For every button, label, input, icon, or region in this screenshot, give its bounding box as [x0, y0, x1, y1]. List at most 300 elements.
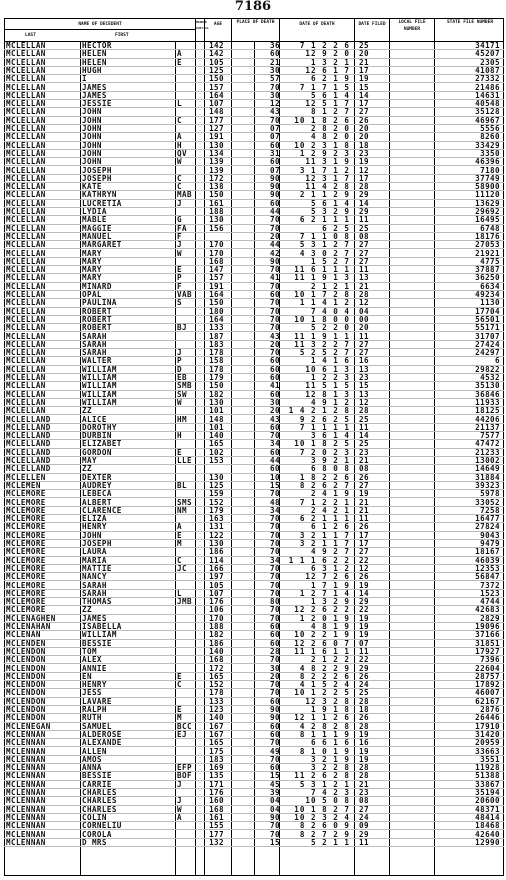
date-filed: 17 — [359, 65, 369, 75]
middle-initial: E — [177, 530, 182, 540]
date-of-death: 11 5 1 5 — [305, 381, 350, 391]
date-filed: 16 — [359, 738, 369, 748]
state-file-number: 27332 — [475, 74, 500, 84]
last-name: MCLELLAN — [6, 290, 46, 299]
date-of-death: 7 2 0 2 3 — [299, 447, 350, 457]
first-name: D MRS — [82, 837, 107, 847]
table-row — [4, 656, 504, 664]
local-file-header: LOCAL FILE NUMBER — [390, 19, 435, 41]
table-row — [4, 357, 504, 365]
middle-initial: J — [177, 240, 182, 250]
state-file-number: 33663 — [475, 746, 500, 756]
state-file-number: 3551 — [480, 754, 500, 764]
last-name: MCLELLAN — [6, 190, 46, 200]
age: 148 — [209, 414, 224, 424]
age: 107 — [209, 588, 224, 598]
date-filed: 08 — [359, 231, 369, 241]
date-filed: 14 — [359, 431, 369, 441]
last-name: MCLELLAN — [6, 339, 46, 349]
first-name: JOHN — [82, 148, 102, 158]
first-name: ALICE — [82, 414, 107, 424]
age: 172 — [209, 173, 224, 183]
date-filed: 26 — [359, 713, 369, 723]
first-name: ANNIE — [82, 663, 107, 673]
table-row — [4, 333, 504, 341]
date-filed: 23 — [359, 373, 369, 382]
last-name: MCLELLAN — [6, 57, 46, 67]
last-name: MCLELLAN — [6, 306, 46, 316]
state-file-number: 20959 — [475, 738, 500, 748]
last-name: MCLELLAN — [6, 140, 46, 150]
date-of-death: 4 2 8 2 8 — [299, 721, 350, 731]
age: 191 — [209, 281, 224, 291]
date-filed: 21 — [359, 57, 369, 67]
death-date-header: DATE OF DEATH — [280, 19, 355, 41]
first-name: LYDIA — [82, 207, 107, 216]
state-file-number: 28757 — [475, 671, 500, 681]
date-filed: 29 — [359, 207, 369, 216]
place-of-death: 70 — [270, 754, 280, 764]
date-filed: 17 — [359, 530, 369, 540]
first-name: ISABELLA — [82, 622, 122, 631]
first-name: CHARLES — [82, 788, 117, 797]
state-file-number: 58900 — [475, 182, 500, 192]
last-name: MCLELLAN — [6, 331, 46, 341]
date-filed: 24 — [359, 812, 369, 822]
middle-initial: J — [177, 198, 182, 208]
last-name: MCLELLAN — [6, 41, 46, 50]
table-row — [4, 723, 504, 731]
place-of-death: 20 — [270, 231, 280, 241]
last-name: MCLELLAND — [6, 431, 51, 441]
date-of-death: 10 1 8 0 0 — [294, 314, 350, 324]
date-filed: 27 — [359, 256, 369, 266]
middle-initial: NM — [177, 505, 187, 515]
age: 105 — [209, 57, 224, 67]
date-of-death: 12 6 1 7 — [305, 65, 350, 75]
date-of-death: 7 1 2 2 1 — [299, 497, 350, 507]
last-name: MCLENNAN — [6, 788, 46, 797]
date-of-death: 10 6 1 3 — [305, 364, 350, 374]
place-of-death: 44 — [270, 456, 280, 465]
date-filed: 27 — [359, 547, 369, 557]
date-of-death: 9 2 6 2 5 — [299, 414, 350, 424]
date-of-death: 6 2 1 9 — [310, 74, 350, 84]
date-filed: 27 — [359, 480, 369, 490]
last-name: MCLELLAN — [6, 82, 46, 92]
table-row — [4, 391, 504, 399]
table-row — [4, 831, 504, 839]
date-filed: 21 — [359, 779, 369, 789]
age: 138 — [209, 182, 224, 192]
age: 161 — [209, 812, 224, 822]
first-name: ALDEROSE — [82, 729, 122, 739]
date-filed: 25 — [359, 223, 369, 233]
age: 101 — [209, 422, 224, 432]
middle-initial: W — [177, 157, 182, 167]
place-of-death: 90 — [270, 173, 280, 183]
middle-initial: C — [177, 173, 182, 183]
table-row — [4, 233, 504, 241]
date-of-death: 10 2 2 1 9 — [294, 630, 350, 640]
middle-initial: S — [177, 298, 182, 308]
table-row — [4, 814, 504, 822]
last-name: MCLENNAN — [6, 763, 46, 773]
state-file-number: 35194 — [475, 788, 500, 797]
date-filed: 12 — [359, 165, 369, 175]
date-filed: 21 — [359, 281, 369, 291]
last-name: MCLENNAN — [6, 746, 46, 756]
first-name: DOROTHY — [82, 422, 117, 432]
date-of-death: 10 1 8 2 7 — [294, 804, 350, 814]
table-row — [4, 565, 504, 573]
date-filed: 23 — [359, 447, 369, 457]
age: 139 — [209, 157, 224, 167]
middle-initial: EB — [177, 373, 187, 382]
last-name: MCLENAGHEN — [6, 613, 56, 623]
place-of-death: 70 — [270, 738, 280, 748]
first-name: JOSEPH — [82, 539, 112, 548]
age: 142 — [209, 49, 224, 59]
state-file-number: 6634 — [480, 281, 500, 291]
first-name: MABLE — [82, 215, 107, 225]
date-of-death: 3 6 1 4 — [310, 431, 350, 441]
table-row — [4, 399, 504, 407]
date-filed: 09 — [359, 821, 369, 831]
table-row — [4, 440, 504, 448]
table-row — [4, 208, 504, 216]
first-name: MARY — [82, 265, 102, 275]
date-of-death: 2 4 2 1 — [310, 505, 350, 515]
table-row — [4, 797, 504, 805]
state-file-number: 13629 — [475, 198, 500, 208]
table-row — [4, 67, 504, 75]
date-of-death: 4 8 1 9 — [310, 622, 350, 631]
age: 147 — [209, 265, 224, 275]
date-filed: 08 — [359, 464, 369, 474]
state-file-number: 18176 — [475, 231, 500, 241]
date-filed: 19 — [359, 613, 369, 623]
last-name: MCLELLAN — [6, 356, 46, 366]
date-of-death: 6 2 5 — [322, 223, 350, 233]
age: 177 — [209, 829, 224, 839]
first-name: ELIZA — [82, 514, 107, 524]
age: 163 — [209, 514, 224, 524]
state-file-number: 6 — [495, 356, 500, 366]
date-filed: 27 — [359, 348, 369, 358]
date-of-death: 1 4 2 1 2 8 — [288, 406, 350, 416]
state-file-number: 13002 — [475, 456, 500, 465]
date-of-death: 8 1 0 1 9 — [299, 746, 350, 756]
age: 152 — [209, 680, 224, 690]
place-of-death: 90 — [270, 812, 280, 822]
age: 102 — [209, 447, 224, 457]
date-of-death: 5 6 1 4 — [310, 198, 350, 208]
table-row — [4, 341, 504, 349]
date-filed: 13 — [359, 273, 369, 283]
middle-initial: W — [177, 248, 182, 258]
date-of-death: 1 4 1 6 — [310, 356, 350, 366]
date-of-death: 12 1 1 2 6 — [294, 713, 350, 723]
table-row — [4, 640, 504, 648]
place-of-death: 90 — [270, 190, 280, 200]
table-row — [4, 532, 504, 540]
date-of-death: 4 9 1 2 — [310, 397, 350, 407]
first-name: CARRIE — [82, 779, 112, 789]
place-of-death: 70 — [270, 314, 280, 324]
age: 150 — [209, 381, 224, 391]
last-name: MCLELLAND — [6, 456, 51, 465]
place-of-death: 42 — [270, 248, 280, 258]
age: 114 — [209, 555, 224, 565]
age: 130 — [209, 140, 224, 150]
place-of-death: 60 — [270, 364, 280, 374]
place-of-death: 90 — [270, 713, 280, 723]
state-file-number: 7258 — [480, 505, 500, 515]
age: 133 — [209, 696, 224, 706]
state-file-number: 36846 — [475, 389, 500, 399]
table-row — [4, 108, 504, 116]
state-file-number: 46396 — [475, 157, 500, 167]
age: 150 — [209, 74, 224, 84]
date-of-death: 2 1 2 1 — [310, 281, 350, 291]
place-of-death: 70 — [270, 613, 280, 623]
date-of-death: 12 3 2 8 — [305, 696, 350, 706]
table-row — [4, 449, 504, 457]
last-name: MCLELLEN — [6, 472, 46, 482]
place-of-death: 10 — [270, 472, 280, 482]
first-name: KATE — [82, 182, 102, 192]
state-file-number: 27424 — [475, 339, 500, 349]
table-row — [4, 299, 504, 307]
date-filed: 28 — [359, 182, 369, 192]
last-name: MCLELLAND — [6, 464, 51, 474]
middle-initial: A — [177, 812, 182, 822]
middle-initial: FA — [177, 223, 187, 233]
date-filed: 19 — [359, 729, 369, 739]
last-name: MCLELLAND — [6, 422, 51, 432]
date-of-death: 1 1 4 1 2 — [299, 298, 350, 308]
first-name: ALEX — [82, 655, 102, 665]
last-name: MCLENDON — [6, 680, 46, 690]
first-name: MARY — [82, 256, 102, 266]
last-name: MCLELLAND — [6, 414, 51, 424]
state-file-number: 48371 — [475, 804, 500, 814]
date-of-death: 1 2 2 3 — [310, 373, 350, 382]
age: 168 — [209, 655, 224, 665]
date-of-death: 7 1 7 1 5 — [299, 82, 350, 92]
date-filed: 21 — [359, 505, 369, 515]
middle-header: MIDDLE INITIAL — [196, 19, 205, 41]
place-of-death: 39 — [270, 788, 280, 797]
place-of-death: 60 — [270, 763, 280, 773]
page-number: 7186 — [234, 0, 272, 14]
state-file-number: 14631 — [475, 90, 500, 100]
state-file-number: 4775 — [480, 256, 500, 266]
state-file-number: 4744 — [480, 597, 500, 607]
place-of-death: 07 — [270, 124, 280, 133]
table-row — [4, 631, 504, 639]
table-row — [4, 523, 504, 531]
middle-initial: QV — [177, 148, 187, 158]
date-of-death: 12 8 1 3 — [305, 389, 350, 399]
age: 167 — [209, 721, 224, 731]
place-of-death: 70 — [270, 514, 280, 524]
state-file-number: 29822 — [475, 364, 500, 374]
last-name: MCLELLAN — [6, 182, 46, 192]
first-name: JOSEPH — [82, 165, 112, 175]
middle-initial: C — [177, 680, 182, 690]
date-of-death: 1 7 1 9 — [310, 580, 350, 590]
last-name: MCLEMORE — [6, 563, 46, 573]
date-filed: 19 — [359, 630, 369, 640]
state-file-number: 18125 — [475, 406, 500, 416]
age: 176 — [209, 788, 224, 797]
state-file-number: 24297 — [475, 348, 500, 358]
first-name: ANNA — [82, 763, 102, 773]
first-name: WALTER — [82, 356, 112, 366]
first-name: SARAH — [82, 580, 107, 590]
table-row — [4, 598, 504, 606]
place-of-death: 90 — [270, 182, 280, 192]
place-of-death: 15 — [270, 771, 280, 781]
last-name: MCLELLAN — [6, 273, 46, 283]
last-name: MCLENNAN — [6, 738, 46, 748]
date-of-death: 7 1 1 1 1 — [299, 422, 350, 432]
first-name: ROBERT — [82, 323, 112, 333]
table-row — [4, 490, 504, 498]
last-name: MCLELLAN — [6, 198, 46, 208]
middle-initial: J — [177, 796, 182, 806]
state-file-number: 49234 — [475, 290, 500, 299]
table-row — [4, 374, 504, 382]
state-file-number: 48414 — [475, 812, 500, 822]
state-file-number: 21486 — [475, 82, 500, 92]
date-of-death: 11 2 6 2 8 — [294, 771, 350, 781]
last-name: MCLENDON — [6, 688, 46, 698]
place-of-death: 07 — [270, 132, 280, 142]
state-file-number: 33429 — [475, 140, 500, 150]
last-name: MCLENNAN — [6, 754, 46, 764]
date-filed: 28 — [359, 290, 369, 299]
state-file-number: 33867 — [475, 779, 500, 789]
age: 150 — [209, 190, 224, 200]
first-name: WILLIAM — [82, 373, 117, 382]
last-name: MCLELLAN — [6, 223, 46, 233]
date-filed: 00 — [359, 314, 369, 324]
last-name: MCLENDON — [6, 646, 46, 656]
state-file-number: 12990 — [475, 837, 500, 847]
table-row — [4, 772, 504, 780]
age: 175 — [209, 746, 224, 756]
last-name: MCLEMORE — [6, 580, 46, 590]
place-of-death: 60 — [270, 729, 280, 739]
date-of-death: 8 1 1 1 9 — [299, 729, 350, 739]
state-file-number: 8260 — [480, 132, 500, 142]
last-name: MCLENNAN — [6, 779, 46, 789]
date-filed: 27 — [359, 339, 369, 349]
date-filed: 28 — [359, 763, 369, 773]
table-row — [4, 731, 504, 739]
table-row — [4, 258, 504, 266]
middle-initial: HM — [177, 414, 187, 424]
date-of-death: 10 1 7 2 8 — [294, 290, 350, 299]
state-file-number: 42683 — [475, 605, 500, 615]
age: 188 — [209, 207, 224, 216]
place-of-death: 70 — [270, 821, 280, 831]
last-name: MCLEMORE — [6, 572, 46, 582]
place-of-death: 34 — [270, 555, 280, 565]
state-file-number: 7372 — [480, 580, 500, 590]
age: 182 — [209, 389, 224, 399]
date-of-death: 7 4 0 4 — [310, 306, 350, 316]
table-row — [4, 698, 504, 706]
table-row — [4, 781, 504, 789]
age: 176 — [209, 597, 224, 607]
place-of-death: 70 — [270, 281, 280, 291]
date-filed: 18 — [359, 140, 369, 150]
age: 169 — [209, 763, 224, 773]
date-filed: 11 — [359, 422, 369, 432]
middle-initial: E — [177, 447, 182, 457]
date-filed: 11 — [359, 331, 369, 341]
date-filed: 28 — [359, 721, 369, 731]
date-of-death: 6 1 2 6 — [310, 522, 350, 532]
place-of-death: 60 — [270, 198, 280, 208]
age: 155 — [209, 821, 224, 831]
middle-initial: MAB — [177, 190, 192, 200]
place-of-death: 70 — [270, 688, 280, 698]
table-row — [4, 615, 504, 623]
date-of-death: 11 3 2 2 7 — [294, 339, 350, 349]
date-filed: 23 — [359, 788, 369, 797]
last-name: MCLELLAN — [6, 124, 46, 133]
first-name: LUCRETIA — [82, 198, 122, 208]
date-filed: 17 — [359, 173, 369, 183]
age: 127 — [209, 124, 224, 133]
last-header: LAST — [25, 33, 36, 38]
middle-initial: J — [177, 779, 182, 789]
last-name: MCLELLAN — [6, 173, 46, 183]
first-name: SARAH — [82, 588, 107, 598]
table-row — [4, 75, 504, 83]
age: 105 — [209, 580, 224, 590]
first-name: JOHN — [82, 115, 102, 125]
state-file-number: 31420 — [475, 729, 500, 739]
state-file-number: 27053 — [475, 240, 500, 250]
first-name: COLIN — [82, 812, 107, 822]
place-of-death: 43 — [270, 414, 280, 424]
middle-initial: SMS — [177, 497, 192, 507]
last-name: MCLELLAN — [6, 148, 46, 158]
table-row — [4, 756, 504, 764]
date-of-death: 12 2 6 2 2 — [294, 605, 350, 615]
first-name: WILLIAM — [82, 389, 117, 399]
date-of-death: 11 4 2 8 — [305, 182, 350, 192]
place-of-death: 60 — [270, 630, 280, 640]
state-file-number: 46039 — [475, 555, 500, 565]
place-of-death: 04 — [270, 804, 280, 814]
place-of-death: 70 — [270, 530, 280, 540]
state-file-number: 26446 — [475, 713, 500, 723]
last-name: MCLELLAN — [6, 281, 46, 291]
age: 123 — [209, 705, 224, 714]
first-name: BESSIE — [82, 771, 112, 781]
date-of-death: 6 2 1 1 1 — [299, 514, 350, 524]
first-name: JOHN — [82, 140, 102, 150]
first-name: PAULINA — [82, 298, 117, 308]
date-filed: 22 — [359, 555, 369, 565]
